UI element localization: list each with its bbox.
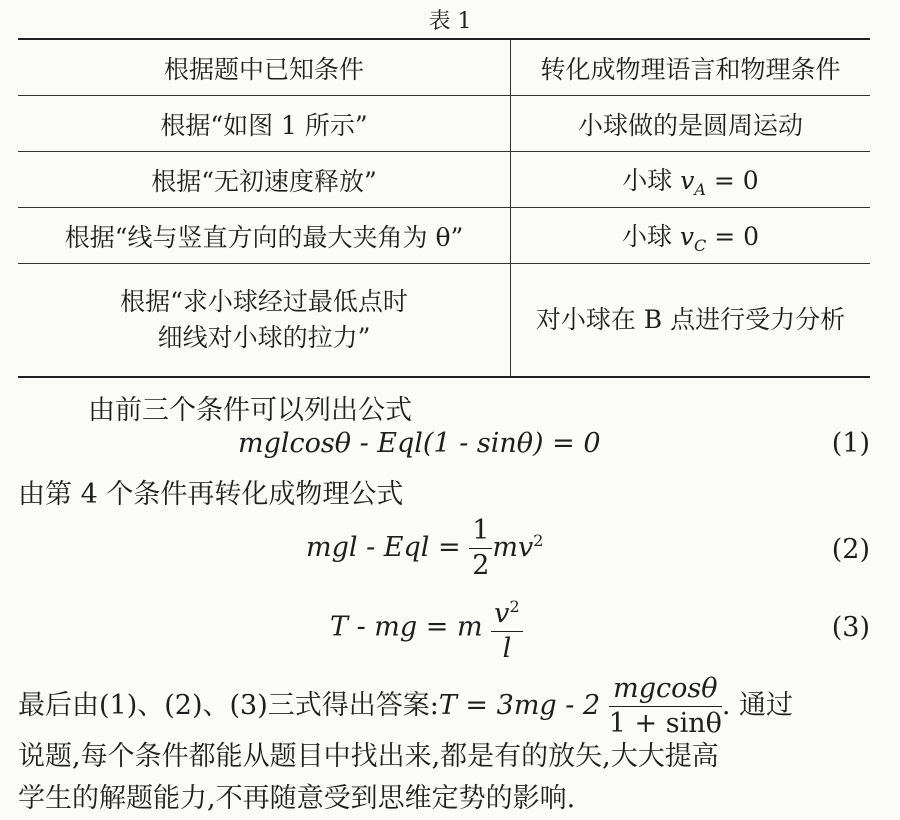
conclusion-fraction	[609, 672, 722, 741]
frac-den: 2	[472, 550, 490, 581]
subscript: C	[694, 235, 707, 255]
table-cell: 小球做的是圆周运动	[577, 110, 803, 140]
table-cell	[18, 264, 511, 378]
var-v: v	[679, 221, 695, 251]
conclusion-line-2: 说题,每个条件都能从题目中找出来,都是有的放矢,大大提高	[18, 741, 719, 772]
paragraph-2: 由第 4 个条件再转化成物理公式	[18, 479, 404, 510]
conclusion-prefix: 最后由(1)、(2)、(3)三式得出答案:	[18, 690, 439, 721]
table-caption: 表 1	[428, 9, 472, 34]
conclusion-line-1	[18, 672, 793, 741]
table-cell	[511, 152, 871, 208]
cell-text: = 0	[706, 221, 760, 251]
equation-3-number: (3)	[831, 612, 870, 643]
table-row	[18, 208, 870, 264]
cell-text: = 0	[705, 165, 759, 195]
subscript: A	[694, 179, 706, 199]
equation-2-number: (2)	[831, 534, 870, 565]
frac-num: 1	[469, 514, 492, 549]
table-cell	[511, 208, 871, 264]
table-row	[18, 264, 870, 378]
table-cell: 根据“线与竖直方向的最大夹角为 θ”	[18, 208, 511, 264]
table-cell: 根据“如图 1 所示”	[18, 96, 511, 152]
paragraph-1: 由前三个条件可以列出公式	[88, 395, 412, 426]
conclusion-line-3: 学生的解题能力,不再随意受到思维定势的影响.	[18, 783, 576, 814]
eq3-lhs: T - mg = m	[330, 611, 483, 643]
frac-den: l	[502, 633, 512, 664]
equation-3	[330, 590, 523, 666]
conditions-table	[18, 38, 870, 378]
equation-1-number: (1)	[831, 428, 870, 459]
header-cell: 转化成物理语言和物理条件	[540, 54, 841, 84]
eq2-rhs: mv	[492, 532, 534, 563]
table-row	[18, 96, 870, 152]
frac-num	[491, 590, 522, 632]
frac-den: 1 + sinθ	[608, 708, 722, 739]
eq2-fraction	[469, 514, 492, 583]
cell-text: 小球	[621, 221, 680, 251]
equation-2	[306, 514, 543, 583]
superscript: 2	[509, 597, 520, 616]
table-header-row	[18, 39, 870, 96]
cell-line: 细线对小球的拉力”	[157, 323, 371, 352]
cell-text: 小球	[622, 165, 681, 195]
table-cell: 对小球在 B 点进行受力分析	[535, 305, 846, 334]
header-cell: 根据题中已知条件	[18, 39, 511, 96]
cell-line: 根据“求小球经过最低点时	[120, 287, 408, 316]
eq2-lhs: mgl - Eql =	[306, 532, 470, 563]
eq3-fraction	[491, 590, 522, 666]
superscript: 2	[533, 531, 544, 550]
equation-1: mglcosθ - Eql(1 - sinθ) = 0	[238, 428, 601, 459]
table-row	[18, 152, 870, 208]
frac-num-var: v	[494, 598, 510, 629]
conclusion-suffix: . 通过	[721, 690, 794, 721]
conclusion-formula: T = 3mg - 2	[438, 690, 601, 721]
frac-num: mgcosθ	[609, 672, 722, 707]
table-cell: 根据“无初速度释放”	[18, 152, 511, 208]
var-v: v	[680, 165, 695, 195]
